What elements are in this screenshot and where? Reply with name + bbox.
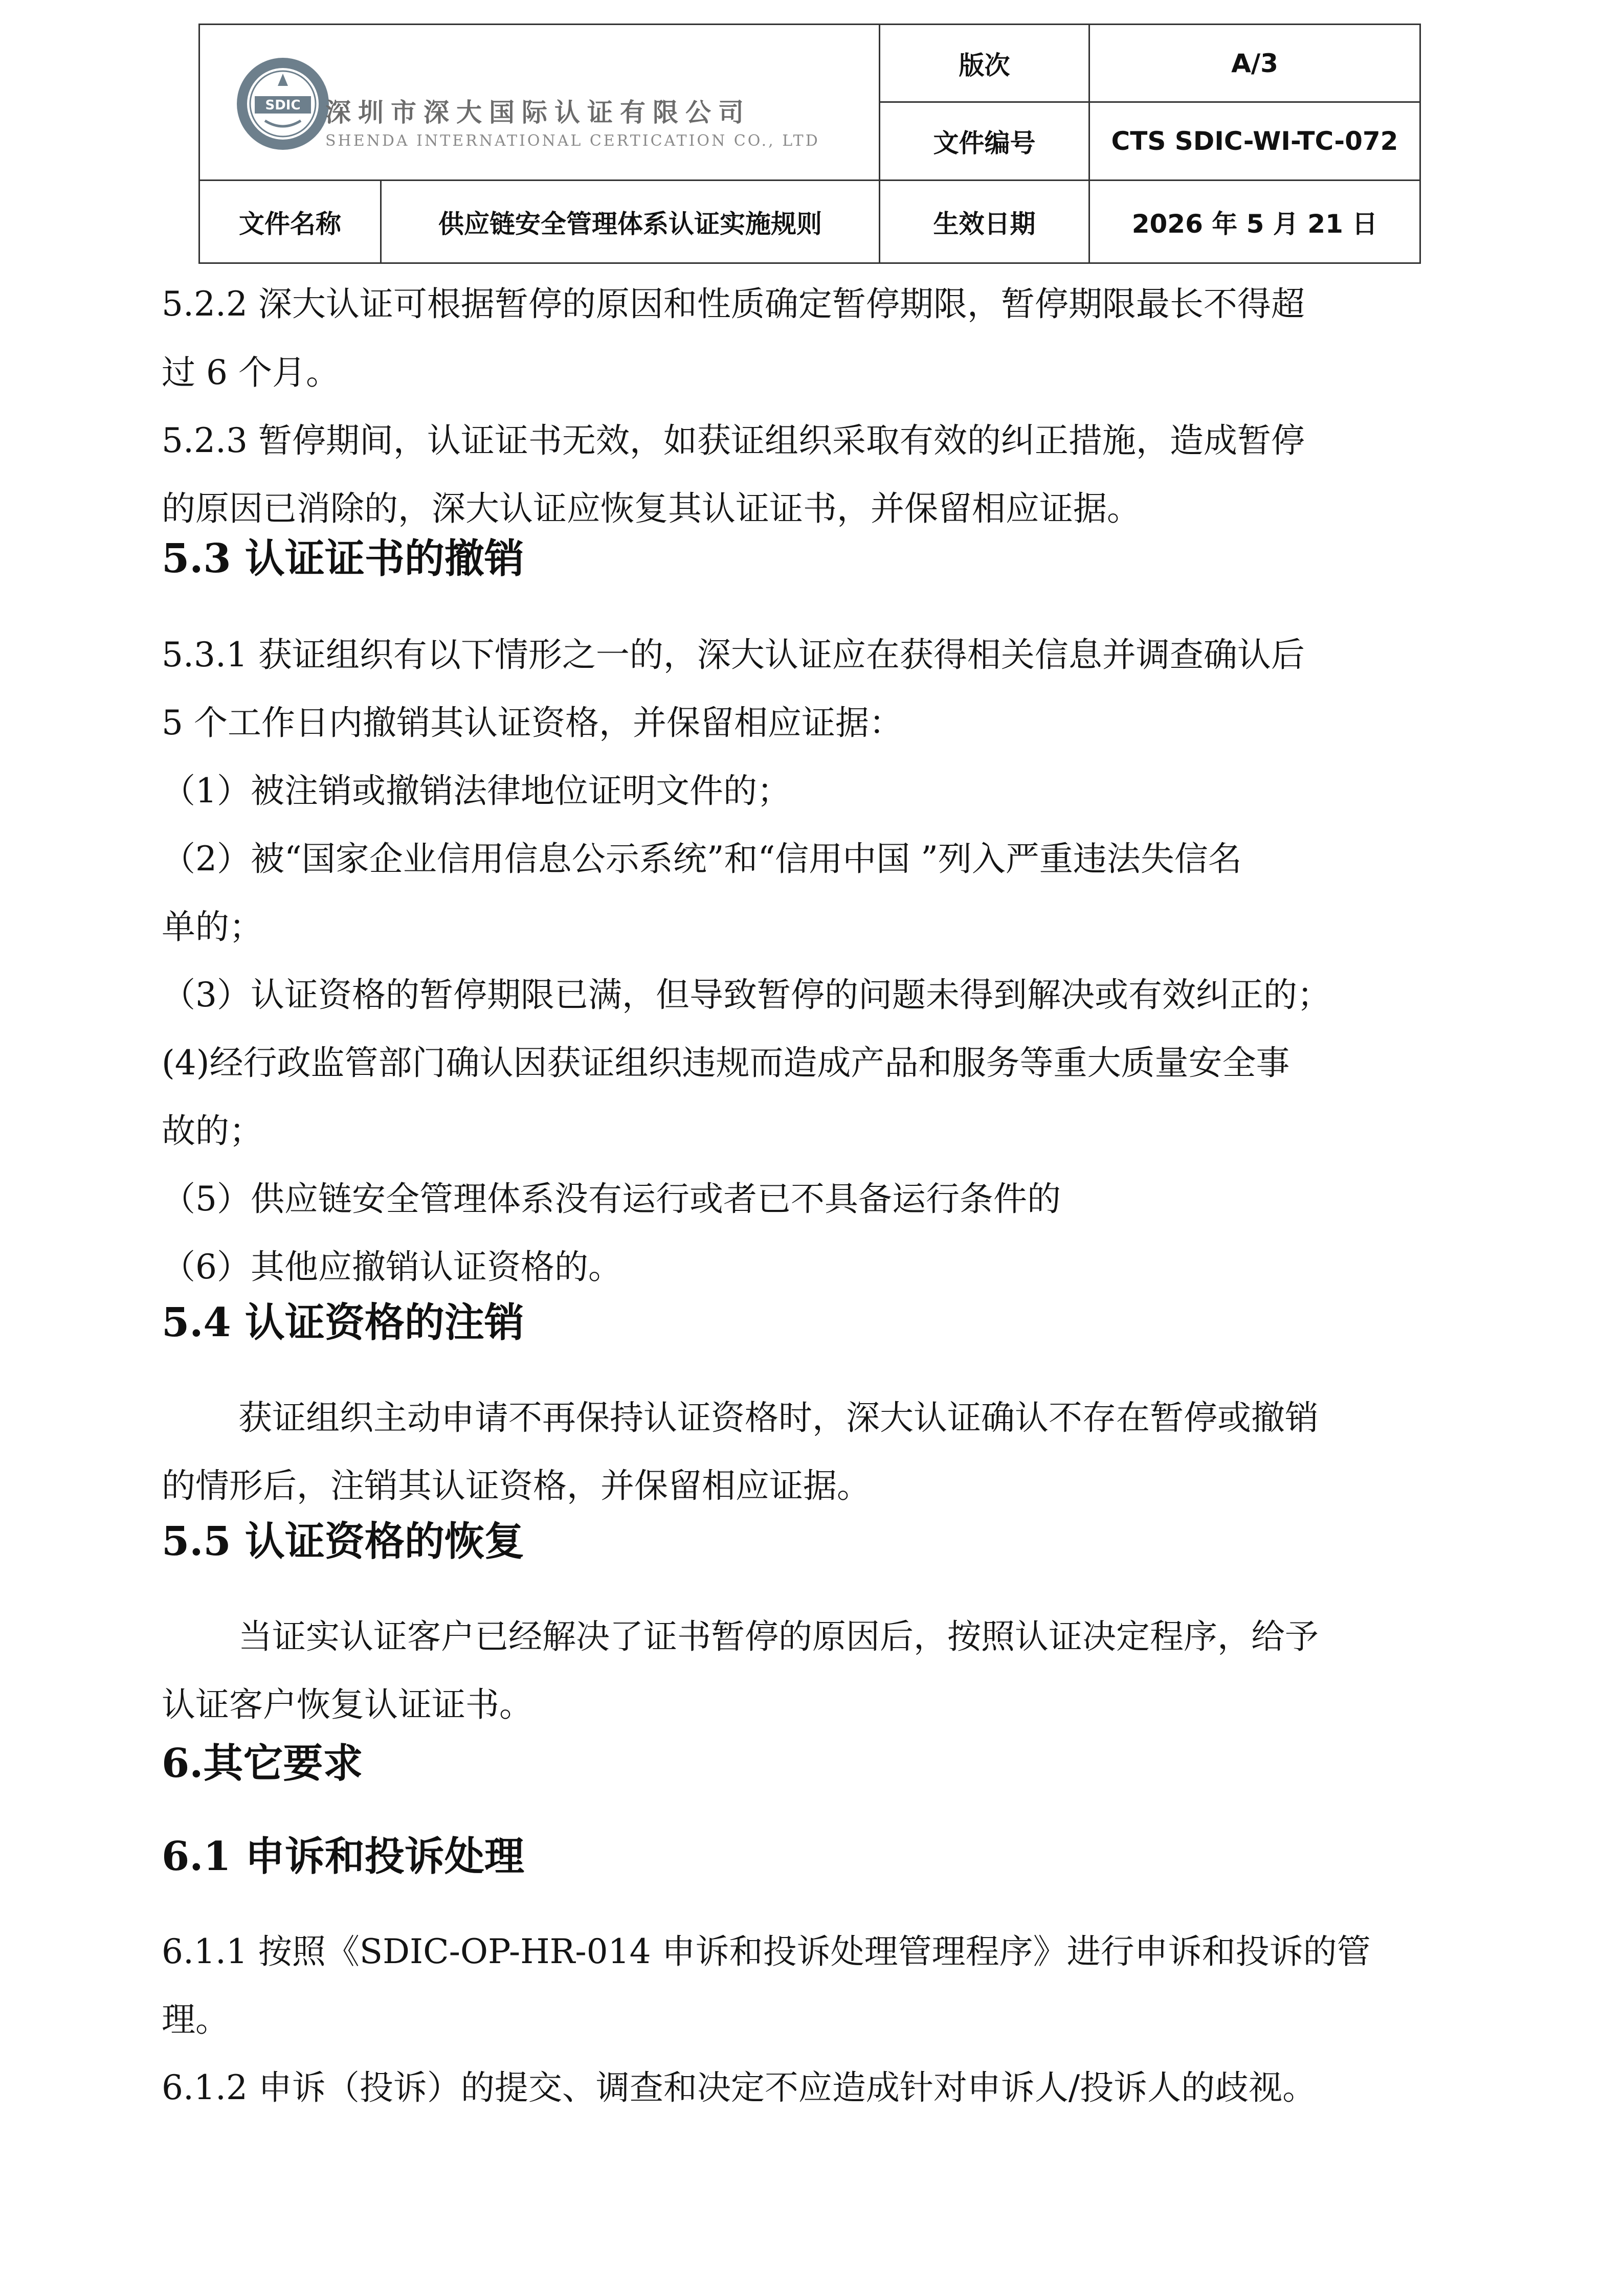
document-number-label: 文件编号 (933, 128, 1036, 158)
version-value: A/3 (1231, 48, 1278, 78)
list-item: （5）供应链安全管理体系没有运行或者已不具备运行条件的 (162, 1179, 1061, 1219)
paragraph-line: 6.1.2 申诉（投诉）的提交、调查和决定不应造成针对申诉人/投诉人的歧视。 (162, 2068, 1317, 2107)
document-name-label: 文件名称 (239, 209, 341, 239)
list-item: （3）认证资格的暂停期限已满，但导致暂停的问题未得到解决或有效纠正的； (162, 975, 1331, 1015)
section-heading-6: 6.其它要求 (162, 1740, 363, 1787)
svg-text:SDIC: SDIC (265, 98, 301, 113)
list-item: （6）其他应撤销认证资格的。 (162, 1247, 622, 1287)
paragraph-line: 5.2.3 暂停期间，认证证书无效，如获证组织采取有效的纠正措施，造成暂停 (162, 421, 1305, 460)
list-item: （1）被注销或撤销法律地位证明文件的； (162, 771, 791, 811)
section-heading-5-5: 5.5 认证资格的恢复 (162, 1518, 524, 1565)
paragraph-line: 认证客户恢复认证证书。 (162, 1685, 533, 1724)
document-header-table (198, 24, 1421, 264)
list-item-continuation: 故的； (162, 1111, 263, 1151)
company-name-cn: 深圳市深大国际认证有限公司 (325, 97, 751, 127)
paragraph-line: 理。 (162, 2000, 229, 2039)
section-heading-5-3: 5.3 认证证书的撤销 (162, 535, 524, 582)
paragraph-line: 的原因已消除的，深大认证应恢复其认证证书，并保留相应证据。 (162, 489, 1141, 528)
paragraph-line: 获证组织主动申请不再保持认证资格时，深大认证确认不存在暂停或撤销 (238, 1398, 1319, 1437)
paragraph-line: 5.2.2 深大认证可根据暂停的原因和性质确定暂停期限，暂停期限最长不得超 (162, 284, 1305, 324)
list-item: (4)经行政监管部门确认因获证组织违规而造成产品和服务等重大质量安全事 (162, 1043, 1290, 1083)
list-item-continuation: 单的； (162, 907, 263, 947)
list-item: （2）被“国家企业信用信息公示系统”和“信用中国 ”列入严重违法失信名 (162, 839, 1242, 879)
effective-date-label: 生效日期 (933, 209, 1036, 239)
company-logo (234, 55, 820, 178)
paragraph-line: 当证实认证客户已经解决了证书暂停的原因后，按照认证决定程序，给予 (238, 1617, 1319, 1656)
paragraph-line: 的情形后，注销其认证资格，并保留相应证据。 (162, 1466, 871, 1505)
section-heading-6-1: 6.1 申诉和投诉处理 (162, 1833, 524, 1880)
version-label: 版次 (959, 50, 1010, 80)
document-name-value: 供应链安全管理体系认证实施规则 (438, 209, 822, 239)
paragraph-line: 6.1.1 按照《SDIC-OP-HR-014 申诉和投诉处理管理程序》进行申诉和投诉的管 (162, 1932, 1371, 1971)
paragraph-line: 5.3.1 获证组织有以下情形之一的，深大认证应在获得相关信息并调查确认后 (162, 635, 1305, 674)
document-number-value: CTS SDIC-WI-TC-072 (1111, 126, 1398, 156)
paragraph-line: 5 个工作日内撤销其认证资格，并保留相应证据： (162, 703, 903, 742)
paragraph-line: 过 6 个月。 (162, 353, 340, 392)
company-name-en: SHENDA INTERNATIONAL CERTICATION CO., LTD (325, 132, 820, 150)
effective-date-value: 2026 年 5 月 21 日 (1131, 209, 1378, 239)
company-seal-icon (234, 55, 331, 152)
section-heading-5-4: 5.4 认证资格的注销 (162, 1299, 524, 1346)
